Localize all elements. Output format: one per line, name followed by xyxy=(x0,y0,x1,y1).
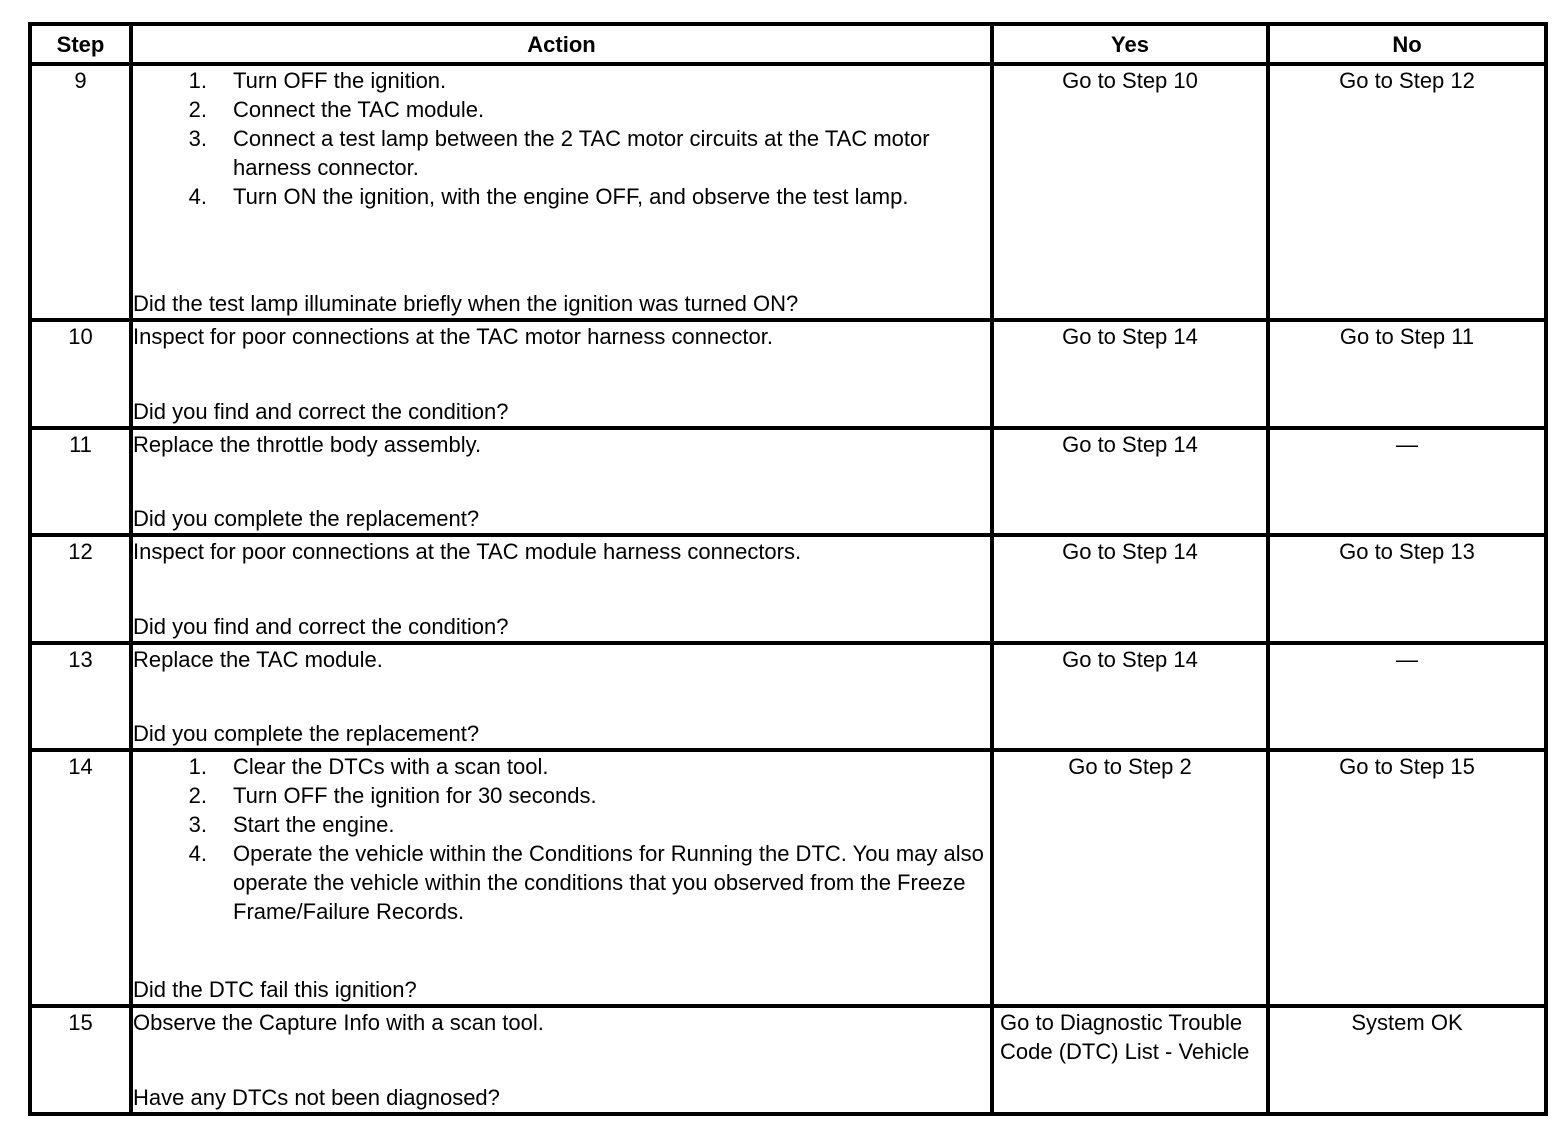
yes-result: Go to Step 14 xyxy=(992,535,1268,643)
no-result: Go to Step 15 xyxy=(1268,750,1546,1006)
question: Did you find and correct the condition? xyxy=(133,613,509,639)
question: Did you complete the replacement? xyxy=(133,721,480,747)
no-result: Go to Step 13 xyxy=(1268,535,1546,643)
instruction: Replace the TAC module. xyxy=(133,646,383,672)
substep: 2. Turn OFF the ignition for 30 seconds. xyxy=(188,783,597,809)
no-result: — xyxy=(1268,428,1546,536)
step-number: 12 xyxy=(30,535,131,643)
step-number: 13 xyxy=(30,643,131,751)
action-cell xyxy=(131,643,992,751)
substep: 3. Connect a test lamp between the 2 TAC motor circuits at the TAC motor harness connector. xyxy=(188,126,930,180)
no-result: Go to Step 12 xyxy=(1268,64,1546,320)
table-header xyxy=(30,24,1546,64)
table-row xyxy=(30,64,1546,320)
question: Did the test lamp illuminate briefly when the ignition was turned ON? xyxy=(133,290,799,316)
instruction: Observe the Capture Info with a scan tool. xyxy=(133,1010,544,1036)
action-cell xyxy=(131,320,992,428)
action-cell xyxy=(131,64,992,320)
action-cell xyxy=(131,535,992,643)
header-row xyxy=(30,24,1546,64)
step-number: 10 xyxy=(30,320,131,428)
table-row xyxy=(30,750,1546,1006)
no-result: Go to Step 11 xyxy=(1268,320,1546,428)
substep: 3. Start the engine. xyxy=(188,812,395,838)
substep: 1. Turn OFF the ignition. xyxy=(188,68,447,93)
action-cell xyxy=(131,1006,992,1114)
question: Did the DTC fail this ignition? xyxy=(133,977,417,1003)
table-row xyxy=(30,1006,1546,1114)
question: Have any DTCs not been diagnosed? xyxy=(133,1085,500,1110)
step-number: 15 xyxy=(30,1006,131,1114)
step-number: 11 xyxy=(30,428,131,536)
yes-result: Go to Diagnostic Trouble Code (DTC) List - Vehicle xyxy=(992,1006,1268,1114)
table-row xyxy=(30,320,1546,428)
table-row xyxy=(30,428,1546,536)
instruction: Inspect for poor connections at the TAC module harness connectors. xyxy=(133,539,802,565)
no-result: System OK xyxy=(1268,1006,1546,1114)
question: Did you complete the replacement? xyxy=(133,506,480,532)
substep-list xyxy=(133,752,990,926)
action-cell xyxy=(131,750,992,1006)
question: Did you find and correct the condition? xyxy=(133,398,509,424)
yes-result: Go to Step 2 xyxy=(992,750,1268,1006)
instruction: Inspect for poor connections at the TAC motor harness connector. xyxy=(133,323,773,349)
yes-result: Go to Step 14 xyxy=(992,320,1268,428)
instruction: Replace the throttle body assembly. xyxy=(133,431,482,457)
yes-result: Go to Step 14 xyxy=(992,428,1268,536)
diagnostic-table xyxy=(28,22,1548,1116)
yes-result: Go to Step 10 xyxy=(992,64,1268,320)
substep: 4. Turn ON the ignition, with the engine OFF, and observe the test lamp. xyxy=(188,184,909,209)
substep: 2. Connect the TAC module. xyxy=(188,97,485,122)
yes-result: Go to Step 14 xyxy=(992,643,1268,751)
substep: 1. Clear the DTCs with a scan tool. xyxy=(188,754,549,780)
action-cell xyxy=(131,428,992,536)
table-row xyxy=(30,643,1546,751)
substep-list xyxy=(133,66,990,211)
step-number: 14 xyxy=(30,750,131,1006)
substep: 4. Operate the vehicle within the Conditions for Running the DTC. You may also operate the vehicle within the conditions that you observed from the Freeze Frame/Failure Records. xyxy=(188,841,984,925)
header-action: Action xyxy=(131,24,992,64)
table-row xyxy=(30,535,1546,643)
header-no: No xyxy=(1268,24,1546,64)
no-result: — xyxy=(1268,643,1546,751)
step-number: 9 xyxy=(30,64,131,320)
header-step: Step xyxy=(30,24,131,64)
header-yes: Yes xyxy=(992,24,1268,64)
